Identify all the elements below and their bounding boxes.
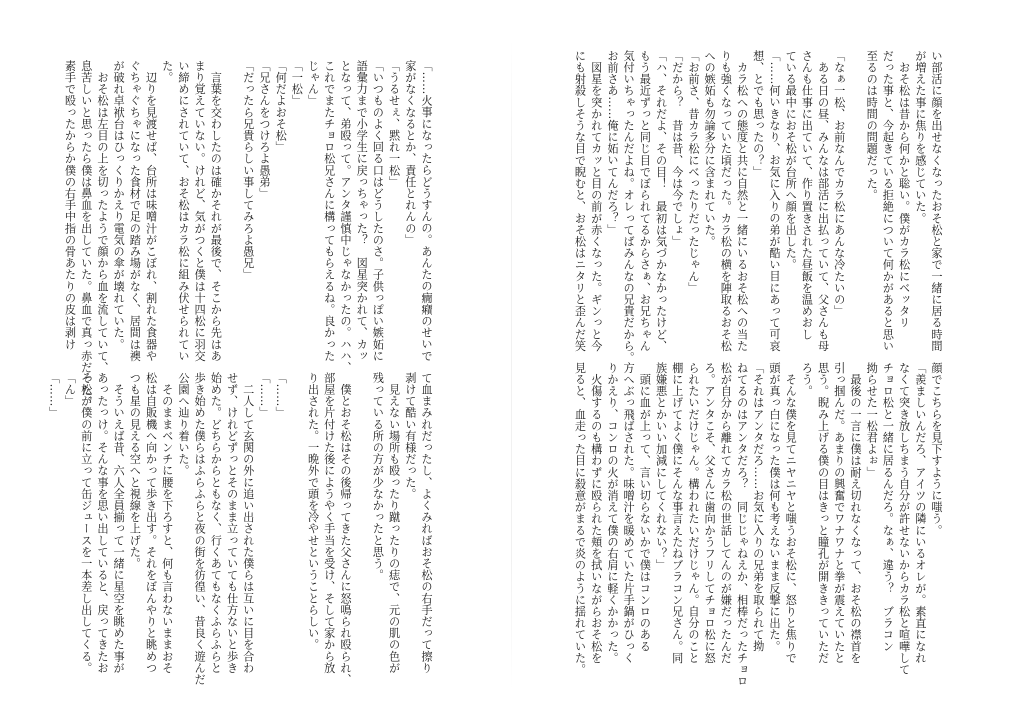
text-column: チョロ松と一緒に居るんだろ。なぁ、違う？ ブラコン xyxy=(881,362,895,652)
right-page xyxy=(512,0,1024,727)
text-column: お前さあ……俺に妬いてんだろ？」 xyxy=(605,50,619,236)
text-column: 方へぶっ飛ばされた。味噌汁を暖めていた片手鍋がひっく xyxy=(622,362,636,664)
text-column: 松が自分から離れてカラ松の世話してんのが嫌だったんだ xyxy=(719,362,733,664)
text-column: 顔でこちらを見下すように嗤う。 xyxy=(930,362,943,536)
text-column: 頭に血が上って、言い切らないかで僕はコンロのある xyxy=(638,362,652,652)
text-column: そのままベンチに腰を下ろすと、何も言わないままおそ xyxy=(160,372,174,674)
text-column: 始めた。どちらからともなく、行くあてもなくふらふらと xyxy=(209,372,223,674)
text-column: そんな僕を見てニヤニヤと嗤うおそ松に、怒りと焦りで xyxy=(784,362,798,664)
text-column: にも射殺しそうな目で睨むと、おそ松はニタリと歪んだ笑 xyxy=(573,50,587,352)
text-column: なくて突き放しちまう自分が許せないからカラ松と喧嘩して xyxy=(897,362,911,676)
text-column: おそ松は左目の上を切ったようで顔から血を流していて、 xyxy=(95,60,109,374)
text-column: 辺りを見渡せば、台所は味噌汁がこぼれ、割れた食器や xyxy=(144,60,158,362)
left-page-lower-text xyxy=(47,372,434,692)
text-column: られたいだけじゃん。構われたいだけじゃん。自分のこと xyxy=(686,362,700,664)
text-column: 「なぁ一松、お前なんでカラ松にあんな冷たいの」 xyxy=(832,50,846,317)
text-column: 僕とおそ松はその後帰ってきた父さんに怒鳴られ殴られ、 xyxy=(338,372,352,686)
text-column: 残っている所の方が少なかったと思う。 xyxy=(371,372,385,581)
text-column: た。 xyxy=(160,60,174,84)
text-column: これでまたチョロ松兄さんに構ってもらえるね。良かった xyxy=(322,60,336,362)
text-column: が破れ卓袱台はひっくりかえり電気の傘が壊れていた。 xyxy=(112,60,126,350)
text-column: 歩き始めた僕らはふらふらと夜の街を彷徨い、昔良く遊んだ xyxy=(193,372,207,686)
text-column: 言葉を交わしたのは確かそれが最後で、そこから先はあ xyxy=(209,60,223,362)
right-page-upper-text xyxy=(573,50,944,364)
left-page-upper-text xyxy=(63,60,434,408)
text-column: ろう。 xyxy=(800,362,814,397)
text-column: となって、弟殴って。アンタ謹慎中じゃなかったの。ハハ、 xyxy=(338,60,352,374)
text-column: 「兄さんをつけろよ愚弟」 xyxy=(257,60,271,200)
text-column: りかえり、コンロの火が消えて僕の右肩に軽くかかった。 xyxy=(605,362,619,664)
text-column: せず、けれどずっとそのまま立っていても仕方ないと歩き xyxy=(225,372,239,674)
text-column: 「……」 xyxy=(257,372,271,419)
text-column: つも星の見える空へと視線を上げた。 xyxy=(128,372,142,570)
text-column: て血まみれだったし、よくみればおそ松の右手だって擦り xyxy=(420,372,433,674)
text-column: まり覚えていない。けれど、気がつくと僕は十四松に羽交 xyxy=(193,60,207,362)
text-column: 「うるせぇ、黙れ一松」 xyxy=(387,60,401,188)
text-column: 公園へ辿り着いた。 xyxy=(176,372,190,477)
text-column: 火傷するのも構わずに殴られた頬を拭いながらおそ松を xyxy=(589,362,603,664)
text-column: 「それはアンタだろ……お気に入りの兄弟を取られて拗 xyxy=(751,362,765,652)
text-column: 棚に上げてよく僕にそんな事言えたねブラコン兄さん。同 xyxy=(670,362,684,664)
text-column: 最後の一言に僕は耐え切れなくなって、おそ松の襟首を xyxy=(848,362,862,664)
text-column: ろ。アンタこそ、父さんに歯向かうフリしてチョロ松に怒 xyxy=(703,362,717,664)
text-column: カラ松への態度と共に自然と一緒にいるおそ松への当た xyxy=(735,50,749,352)
text-column: ねてるのはアンタだろ？ 同じじゃねえか、相棒だったチョロ xyxy=(735,362,749,687)
text-column: 図星を突かれてカッと目の前が赤くなった。ギンっと今 xyxy=(589,50,603,352)
right-page-lower-text xyxy=(573,362,944,687)
text-column: りも強くなっていた頃だった。カラ松の横を陣取るおそ松 xyxy=(719,50,733,352)
text-column: あったっけ。そんな事を思い出していると、戻ってきたお xyxy=(95,372,109,674)
text-column: さんも仕事に出ていて、作り置きされた昼飯を温めおし xyxy=(800,50,814,340)
text-column: 「一松」 xyxy=(290,60,304,107)
text-column: そういえば昔、六人全員揃って一緒に星空を眺めた事が xyxy=(112,372,126,674)
text-column: が増えた事に焦りを感じていた。 xyxy=(913,50,927,224)
text-column: 族嫌悪とかいい加減にしてくれない？」 xyxy=(654,362,668,571)
text-column: 頭が真っ白になった僕は何も考えないまま反撃に出た。 xyxy=(767,362,781,652)
text-column xyxy=(353,372,369,692)
text-column: 「だから？ 昔は昔、今は今でしょ」 xyxy=(670,50,684,248)
text-column: 松は自販機へ向かって歩き出す。それをぼんやりと眺めつ xyxy=(144,372,158,674)
text-column: おそ松は昔から何かと聡い。僕がカラ松にベッタリ xyxy=(897,50,911,329)
text-column: 「だったら兄貴らしい事してみろよ愚兄」 xyxy=(241,60,255,281)
text-column: 「お前さ、昔カラ松にべったりだったじゃん」 xyxy=(686,50,700,294)
text-column: 「羨ましいんだろ、アイツの隣にいるオレが。素直になれ xyxy=(913,362,927,664)
text-column: 素手で殴ったからか僕の右手中指の骨あたりの皮は剥け xyxy=(63,60,77,350)
text-column: への嫉妬も勿論多分に含まれていた。 xyxy=(703,50,717,248)
text-column: 見えない場所も殴ったり蹴ったりの痣で、元の肌の色が xyxy=(387,372,401,674)
text-column: 「……」 xyxy=(47,372,61,419)
text-column: い部活に顔を出せなくなったおそ松と家で一緒に居る時間 xyxy=(930,50,943,352)
text-column: だった事と、今起きている拒絶について何かがあると思い xyxy=(881,50,895,352)
text-column: 想、とでも思ったの？」 xyxy=(751,50,765,178)
text-column: ぐちゃぐちゃになった食材で足の踏み場がなく、居間は襖 xyxy=(128,60,142,362)
text-column: 部屋を片付けた後にようやく手当を受け、そして家から放 xyxy=(322,372,336,674)
text-column: 二人して玄関の外に追い出された僕らは互いに目を合わ xyxy=(241,372,255,674)
text-column: 見ると、血走った目に殺意がまるで炎のように揺れていた。 xyxy=(573,362,587,676)
text-column: じゃん」 xyxy=(306,60,320,107)
text-column: 剥けて酷い有様だった。 xyxy=(403,372,417,500)
text-column: 「ん」 xyxy=(63,372,77,407)
text-column xyxy=(847,50,863,345)
text-column: 「ハ、それだよ、その目！ 最初は気づかなかったけど、 xyxy=(654,50,668,352)
text-column: 「いつものよく回る口はどうしたのさ。子供っぽい嫉妬に xyxy=(371,60,385,362)
text-column: もう最近ずっと同じ目でぼられてるからさぁ、お兄ちゃん xyxy=(638,50,652,352)
text-column: 気付いちゃったんだよね。オレってばみんなの兄貴だから。 xyxy=(622,50,636,364)
text-column xyxy=(288,372,304,692)
text-column: ある日の昼、みんなは部活に出払っていて、父さんも母 xyxy=(816,50,830,352)
text-column: ている最中におそ松が台所へ顔を出した。 xyxy=(784,50,798,271)
text-column: 「何だよおそ松」 xyxy=(274,60,288,153)
text-column: 家がなくなるとか、責任とれんの」 xyxy=(403,60,417,246)
text-column xyxy=(223,60,239,360)
text-column: そ松が僕の前に立って缶ジュースを一本差し出してくる。 xyxy=(79,372,93,674)
text-column: 引っ掴んだ。あまりの興奮でワナワナと拳が震えていたと xyxy=(832,362,846,664)
text-column: 拗らせた一松君よぉ」 xyxy=(865,362,879,478)
text-column: 息苦しいと思ったら僕は鼻血を出していた。鼻血で真っ赤だった。 xyxy=(79,60,93,408)
text-column: 「……火事になったらどうすんの。あんたの癇癪のせいで xyxy=(420,60,433,362)
text-column: い締めにされていて、おそ松はカラ松に組み伏せられてい xyxy=(176,60,190,362)
text-column: 「……何いきなり、お気に入りの弟が酷い目にあって可哀 xyxy=(767,50,781,352)
text-column: 思う。睨み上げる僕の目はきっと瞳孔が開ききっていただ xyxy=(816,362,830,664)
text-column: 至るのは時間の問題だった。 xyxy=(865,50,879,201)
text-column: 「……」 xyxy=(274,372,288,419)
text-column: り出された。一晩外で頭を冷やせということらしい。 xyxy=(306,372,320,651)
text-column: 語彙力まで小学生に戻っちゃった？ 図星突かれて、カッ xyxy=(355,60,369,362)
